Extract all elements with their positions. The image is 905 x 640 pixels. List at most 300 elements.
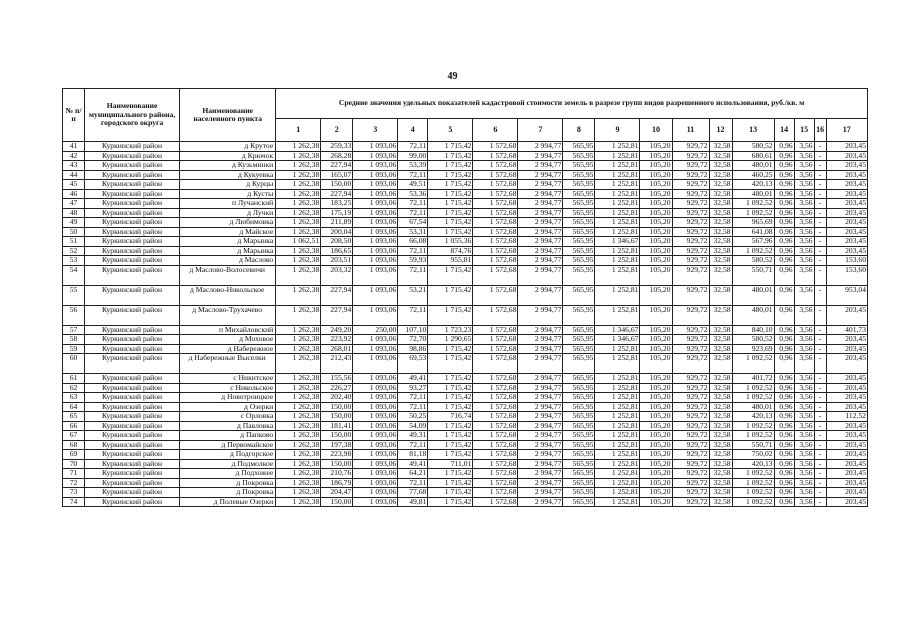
value-cell: 72,11 [398,246,428,256]
value-cell: 1 092,52 [732,393,774,403]
value-cell: 1 262,38 [276,170,321,180]
value-cell: 874,76 [428,246,473,256]
value-cell: 183,25 [321,199,353,209]
value-cell: 0,96 [774,256,794,266]
table-row [63,161,868,171]
value-cell: - [814,199,826,209]
row-number: 53 [63,256,85,266]
table-row [63,450,868,460]
value-cell: 565,95 [563,383,595,393]
value-cell: 112,52 [826,412,867,422]
value-cell: 32,58 [709,459,732,469]
value-cell: 203,45 [826,431,867,441]
row-number: 63 [63,393,85,403]
table-row [63,189,868,199]
value-cell: 840,10 [732,325,774,335]
row-number: 74 [63,497,85,507]
district-cell: Куркинский район [85,189,180,199]
value-cell: 1 572,68 [473,180,518,190]
district-cell: Куркинский район [85,354,180,374]
value-cell: 1 252,81 [595,180,640,190]
value-cell: 105,20 [640,344,672,354]
value-cell: 929,72 [672,393,709,403]
value-cell: 929,72 [672,497,709,507]
row-number: 41 [63,142,85,152]
table-row [63,218,868,228]
value-cell: 1 252,81 [595,161,640,171]
value-cell: 203,45 [826,469,867,479]
col-number-header: 9 [595,119,640,142]
value-cell: 1 092,52 [732,478,774,488]
value-cell: 1 346,67 [595,325,640,335]
value-cell: 480,01 [732,285,774,305]
value-cell: 1 262,38 [276,412,321,422]
value-cell: 1 715,42 [428,218,473,228]
value-cell: 203,45 [826,227,867,237]
value-cell: 1 093,06 [353,246,398,256]
value-cell: - [814,237,826,247]
value-cell: 54,09 [398,421,428,431]
value-cell: 565,95 [563,393,595,403]
value-cell: 1 252,81 [595,265,640,285]
row-number: 46 [63,189,85,199]
value-cell: 105,20 [640,285,672,305]
value-cell: 203,45 [826,374,867,384]
value-cell: 1 572,68 [473,256,518,266]
value-cell: 203,32 [321,265,353,285]
value-cell: - [814,218,826,228]
value-cell: 1 262,38 [276,189,321,199]
value-cell: 2 994,77 [518,344,563,354]
value-cell: 32,58 [709,431,732,441]
value-cell: 565,95 [563,161,595,171]
settlement-cell: д Павловка [180,421,276,431]
district-cell: Куркинский район [85,497,180,507]
value-cell: 226,27 [321,383,353,393]
value-cell: 105,20 [640,354,672,374]
value-cell: 1 252,81 [595,497,640,507]
value-cell: 105,20 [640,218,672,228]
value-cell: 929,72 [672,374,709,384]
value-cell: 2 994,77 [518,246,563,256]
value-cell: 72,11 [398,142,428,152]
value-cell: 203,45 [826,497,867,507]
value-cell: 72,11 [398,199,428,209]
value-cell: 0,96 [774,440,794,450]
value-cell: 203,45 [826,161,867,171]
value-cell: 105,20 [640,142,672,152]
value-cell: 3,56 [794,305,814,325]
table-row [63,246,868,256]
value-cell: 203,45 [826,421,867,431]
value-cell: 1 572,68 [473,421,518,431]
table-row [63,285,868,305]
value-cell: 0,96 [774,199,794,209]
value-cell: 1 715,42 [428,469,473,479]
value-cell: 1 572,68 [473,431,518,441]
value-cell: 3,56 [794,402,814,412]
value-cell: 203,45 [826,180,867,190]
district-cell: Куркинский район [85,412,180,422]
value-cell: 2 994,77 [518,497,563,507]
value-cell: 1 572,68 [473,170,518,180]
settlement-cell: с Никитское [180,374,276,384]
value-cell: 1 093,06 [353,151,398,161]
value-cell: 1 572,68 [473,199,518,209]
settlement-cell: д Крючок [180,151,276,161]
row-number: 72 [63,478,85,488]
value-cell: 3,56 [794,440,814,450]
value-cell: 565,95 [563,325,595,335]
value-cell: 929,72 [672,227,709,237]
district-cell: Куркинский район [85,237,180,247]
value-cell: 1 572,68 [473,335,518,345]
value-cell: 565,95 [563,256,595,266]
col-number-header: 17 [826,119,867,142]
table-row [63,335,868,345]
value-cell: 105,20 [640,170,672,180]
table-row [63,402,868,412]
value-cell: 203,45 [826,450,867,460]
value-cell: 203,45 [826,478,867,488]
col-number-header: 12 [709,119,732,142]
value-cell: 0,96 [774,374,794,384]
table-row [63,325,868,335]
value-cell: 32,58 [709,305,732,325]
value-cell: 66,08 [398,237,428,247]
value-cell: 50,25 [398,412,428,422]
table-row [63,383,868,393]
value-cell: 1 093,06 [353,208,398,218]
value-cell: 203,45 [826,383,867,393]
value-cell: 565,95 [563,421,595,431]
value-cell: - [814,189,826,199]
col-number-header: 2 [321,119,353,142]
value-cell: 93,27 [398,383,428,393]
value-cell: 2 994,77 [518,325,563,335]
value-cell: 1 262,38 [276,497,321,507]
value-cell: 72,11 [398,440,428,450]
district-cell: Куркинский район [85,335,180,345]
value-cell: 105,20 [640,335,672,345]
value-cell: 32,58 [709,469,732,479]
value-cell: 1 572,68 [473,142,518,152]
value-cell: 3,56 [794,161,814,171]
value-cell: 53,31 [398,227,428,237]
value-cell: 420,13 [732,412,774,422]
value-cell: - [814,488,826,498]
value-cell: - [814,393,826,403]
value-cell: 0,96 [774,142,794,152]
value-cell: 202,40 [321,393,353,403]
value-cell: 3,56 [794,344,814,354]
value-cell: 107,10 [398,325,428,335]
value-cell: 1 252,81 [595,189,640,199]
value-cell: 929,72 [672,354,709,374]
value-cell: 1 093,06 [353,421,398,431]
value-cell: 1 252,81 [595,488,640,498]
value-cell: - [814,402,826,412]
district-cell: Куркинский район [85,246,180,256]
value-cell: - [814,142,826,152]
value-cell: 565,95 [563,488,595,498]
value-cell: 1 572,68 [473,469,518,479]
row-number: 73 [63,488,85,498]
value-cell: 227,94 [321,161,353,171]
table-row [63,354,868,374]
value-cell: 1 346,67 [595,237,640,247]
row-number: 45 [63,180,85,190]
value-cell: 32,58 [709,180,732,190]
district-cell: Куркинский район [85,265,180,285]
value-cell: 1 572,68 [473,265,518,285]
value-cell: 1 572,68 [473,497,518,507]
value-cell: 153,60 [826,265,867,285]
value-cell: 268,28 [321,151,353,161]
value-cell: 1 715,42 [428,142,473,152]
value-cell: 0,96 [774,431,794,441]
value-cell: 1 092,52 [732,383,774,393]
value-cell: 3,56 [794,227,814,237]
value-cell: 565,95 [563,237,595,247]
row-number: 64 [63,402,85,412]
value-cell: 203,45 [826,402,867,412]
settlement-cell: д Подмолкое [180,459,276,469]
settlement-cell: д Новотроицкое [180,393,276,403]
value-cell: 0,96 [774,227,794,237]
value-cell: 32,58 [709,478,732,488]
row-number: 62 [63,383,85,393]
value-cell: 2 994,77 [518,412,563,422]
col-number-header: 5 [428,119,473,142]
value-cell: - [814,421,826,431]
value-cell: 32,58 [709,151,732,161]
value-cell: 105,20 [640,421,672,431]
value-cell: 105,20 [640,383,672,393]
value-cell: 1 093,06 [353,180,398,190]
value-cell: 929,72 [672,440,709,450]
value-cell: 929,72 [672,161,709,171]
value-cell: 2 994,77 [518,256,563,266]
value-cell: - [814,497,826,507]
value-cell: 401,72 [732,374,774,384]
value-cell: 105,20 [640,208,672,218]
table-row [63,469,868,479]
value-cell: 1 262,38 [276,469,321,479]
value-cell: 1 055,36 [428,237,473,247]
col-number-header: 4 [398,119,428,142]
value-cell: 1 262,38 [276,151,321,161]
table-row [63,256,868,266]
district-cell: Куркинский район [85,374,180,384]
value-cell: 2 994,77 [518,237,563,247]
value-cell: 203,45 [826,237,867,247]
value-cell: 105,20 [640,440,672,450]
value-cell: 1 262,38 [276,305,321,325]
value-cell: 1 715,42 [428,383,473,393]
value-cell: 1 262,38 [276,180,321,190]
value-cell: 3,56 [794,151,814,161]
value-cell: - [814,431,826,441]
value-cell: 2 994,77 [518,335,563,345]
row-number: 44 [63,170,85,180]
value-cell: 1 252,81 [595,459,640,469]
value-cell: 1 093,06 [353,237,398,247]
value-cell: 53,39 [398,161,428,171]
value-cell: 1 715,42 [428,440,473,450]
value-cell: 105,20 [640,459,672,469]
value-cell: 1 252,81 [595,412,640,422]
value-cell: 1 715,42 [428,151,473,161]
value-cell: - [814,478,826,488]
value-cell: 32,58 [709,218,732,228]
value-cell: 1 262,38 [276,325,321,335]
value-cell: - [814,305,826,325]
value-cell: 203,45 [826,354,867,374]
value-cell: 105,20 [640,393,672,403]
value-cell: 197,38 [321,440,353,450]
value-cell: 3,56 [794,459,814,469]
table-row [63,305,868,325]
value-cell: 32,58 [709,161,732,171]
value-cell: 1 092,52 [732,497,774,507]
value-cell: 420,13 [732,180,774,190]
value-cell: 1 093,06 [353,450,398,460]
value-cell: 32,58 [709,170,732,180]
value-cell: 3,56 [794,246,814,256]
value-cell: 1 715,42 [428,402,473,412]
value-cell: 268,01 [321,344,353,354]
district-cell: Куркинский район [85,344,180,354]
value-cell: 2 994,77 [518,478,563,488]
row-number: 66 [63,421,85,431]
settlement-cell: д Крутое [180,142,276,152]
value-cell: 1 572,68 [473,402,518,412]
value-cell: 72,70 [398,335,428,345]
value-cell: 175,19 [321,208,353,218]
value-cell: 565,95 [563,344,595,354]
value-cell: 150,00 [321,412,353,422]
district-cell: Куркинский район [85,478,180,488]
value-cell: 580,52 [732,335,774,345]
value-cell: 32,58 [709,285,732,305]
district-cell: Куркинский район [85,199,180,209]
value-cell: 2 994,77 [518,170,563,180]
value-cell: 0,96 [774,488,794,498]
value-cell: 1 715,42 [428,305,473,325]
value-cell: 105,20 [640,431,672,441]
value-cell: 1 572,68 [473,478,518,488]
value-cell: 1 092,52 [732,469,774,479]
value-cell: 716,74 [428,412,473,422]
value-cell: 32,58 [709,393,732,403]
value-cell: 105,20 [640,246,672,256]
value-cell: 1 572,68 [473,412,518,422]
value-cell: 2 994,77 [518,431,563,441]
value-cell: 929,72 [672,142,709,152]
value-cell: 565,95 [563,246,595,256]
value-cell: 3,56 [794,265,814,285]
row-number: 43 [63,161,85,171]
value-cell: 420,13 [732,459,774,469]
value-cell: 1 572,68 [473,354,518,374]
value-cell: 1 093,06 [353,412,398,422]
value-cell: 1 715,42 [428,488,473,498]
value-cell: 1 262,38 [276,393,321,403]
value-cell: 49,31 [398,431,428,441]
value-cell: 165,07 [321,170,353,180]
value-cell: 565,95 [563,374,595,384]
row-number: 61 [63,374,85,384]
settlement-cell: д Любимовка [180,218,276,228]
value-cell: - [814,374,826,384]
value-cell: 72,11 [398,393,428,403]
value-cell: 929,72 [672,180,709,190]
settlement-cell: д Подхожее [180,469,276,479]
value-cell: 929,72 [672,151,709,161]
settlement-cell: д Маслово-Волосевичи [180,265,276,285]
value-cell: - [814,440,826,450]
value-cell: 923,69 [732,344,774,354]
value-cell: 1 093,06 [353,256,398,266]
value-cell: 32,58 [709,237,732,247]
value-cell: 565,95 [563,199,595,209]
col-number-header: 14 [774,119,794,142]
value-cell: 1 093,06 [353,402,398,412]
value-cell: 2 994,77 [518,227,563,237]
value-cell: 1 715,42 [428,374,473,384]
value-cell: 955,81 [428,256,473,266]
value-cell: 1 262,38 [276,161,321,171]
value-cell: 0,96 [774,189,794,199]
value-cell: 1 093,06 [353,227,398,237]
value-cell: 203,45 [826,208,867,218]
col-number-header: 1 [276,119,321,142]
value-cell: 32,58 [709,265,732,285]
row-number: 51 [63,237,85,247]
value-cell: 1 252,81 [595,142,640,152]
value-cell: 1 093,06 [353,478,398,488]
value-cell: 1 252,81 [595,402,640,412]
value-cell: 53,21 [398,285,428,305]
value-cell: 929,72 [672,325,709,335]
value-cell: 0,96 [774,208,794,218]
value-cell: 1 093,06 [353,218,398,228]
value-cell: - [814,450,826,460]
value-cell: 203,45 [826,199,867,209]
value-cell: 204,47 [321,488,353,498]
col-header-group: Средние значения удельных показателей кадастровой стоимости земель в разрезе групп видов разрешенного использования, руб./кв. м [276,89,868,119]
value-cell: 565,95 [563,189,595,199]
value-cell: 203,45 [826,459,867,469]
value-cell: 0,96 [774,421,794,431]
value-cell: 0,96 [774,393,794,403]
value-cell: 0,96 [774,237,794,247]
value-cell: 1 262,38 [276,431,321,441]
value-cell: 105,20 [640,305,672,325]
value-cell: 1 093,06 [353,354,398,374]
value-cell: 3,56 [794,488,814,498]
value-cell: 0,96 [774,285,794,305]
value-cell: 580,52 [732,256,774,266]
value-cell: 72,11 [398,305,428,325]
value-cell: 2 994,77 [518,305,563,325]
value-cell: 565,95 [563,412,595,422]
settlement-cell: д Озерки [180,402,276,412]
value-cell: 1 715,42 [428,208,473,218]
value-cell: 1 572,68 [473,488,518,498]
value-cell: 680,61 [732,151,774,161]
